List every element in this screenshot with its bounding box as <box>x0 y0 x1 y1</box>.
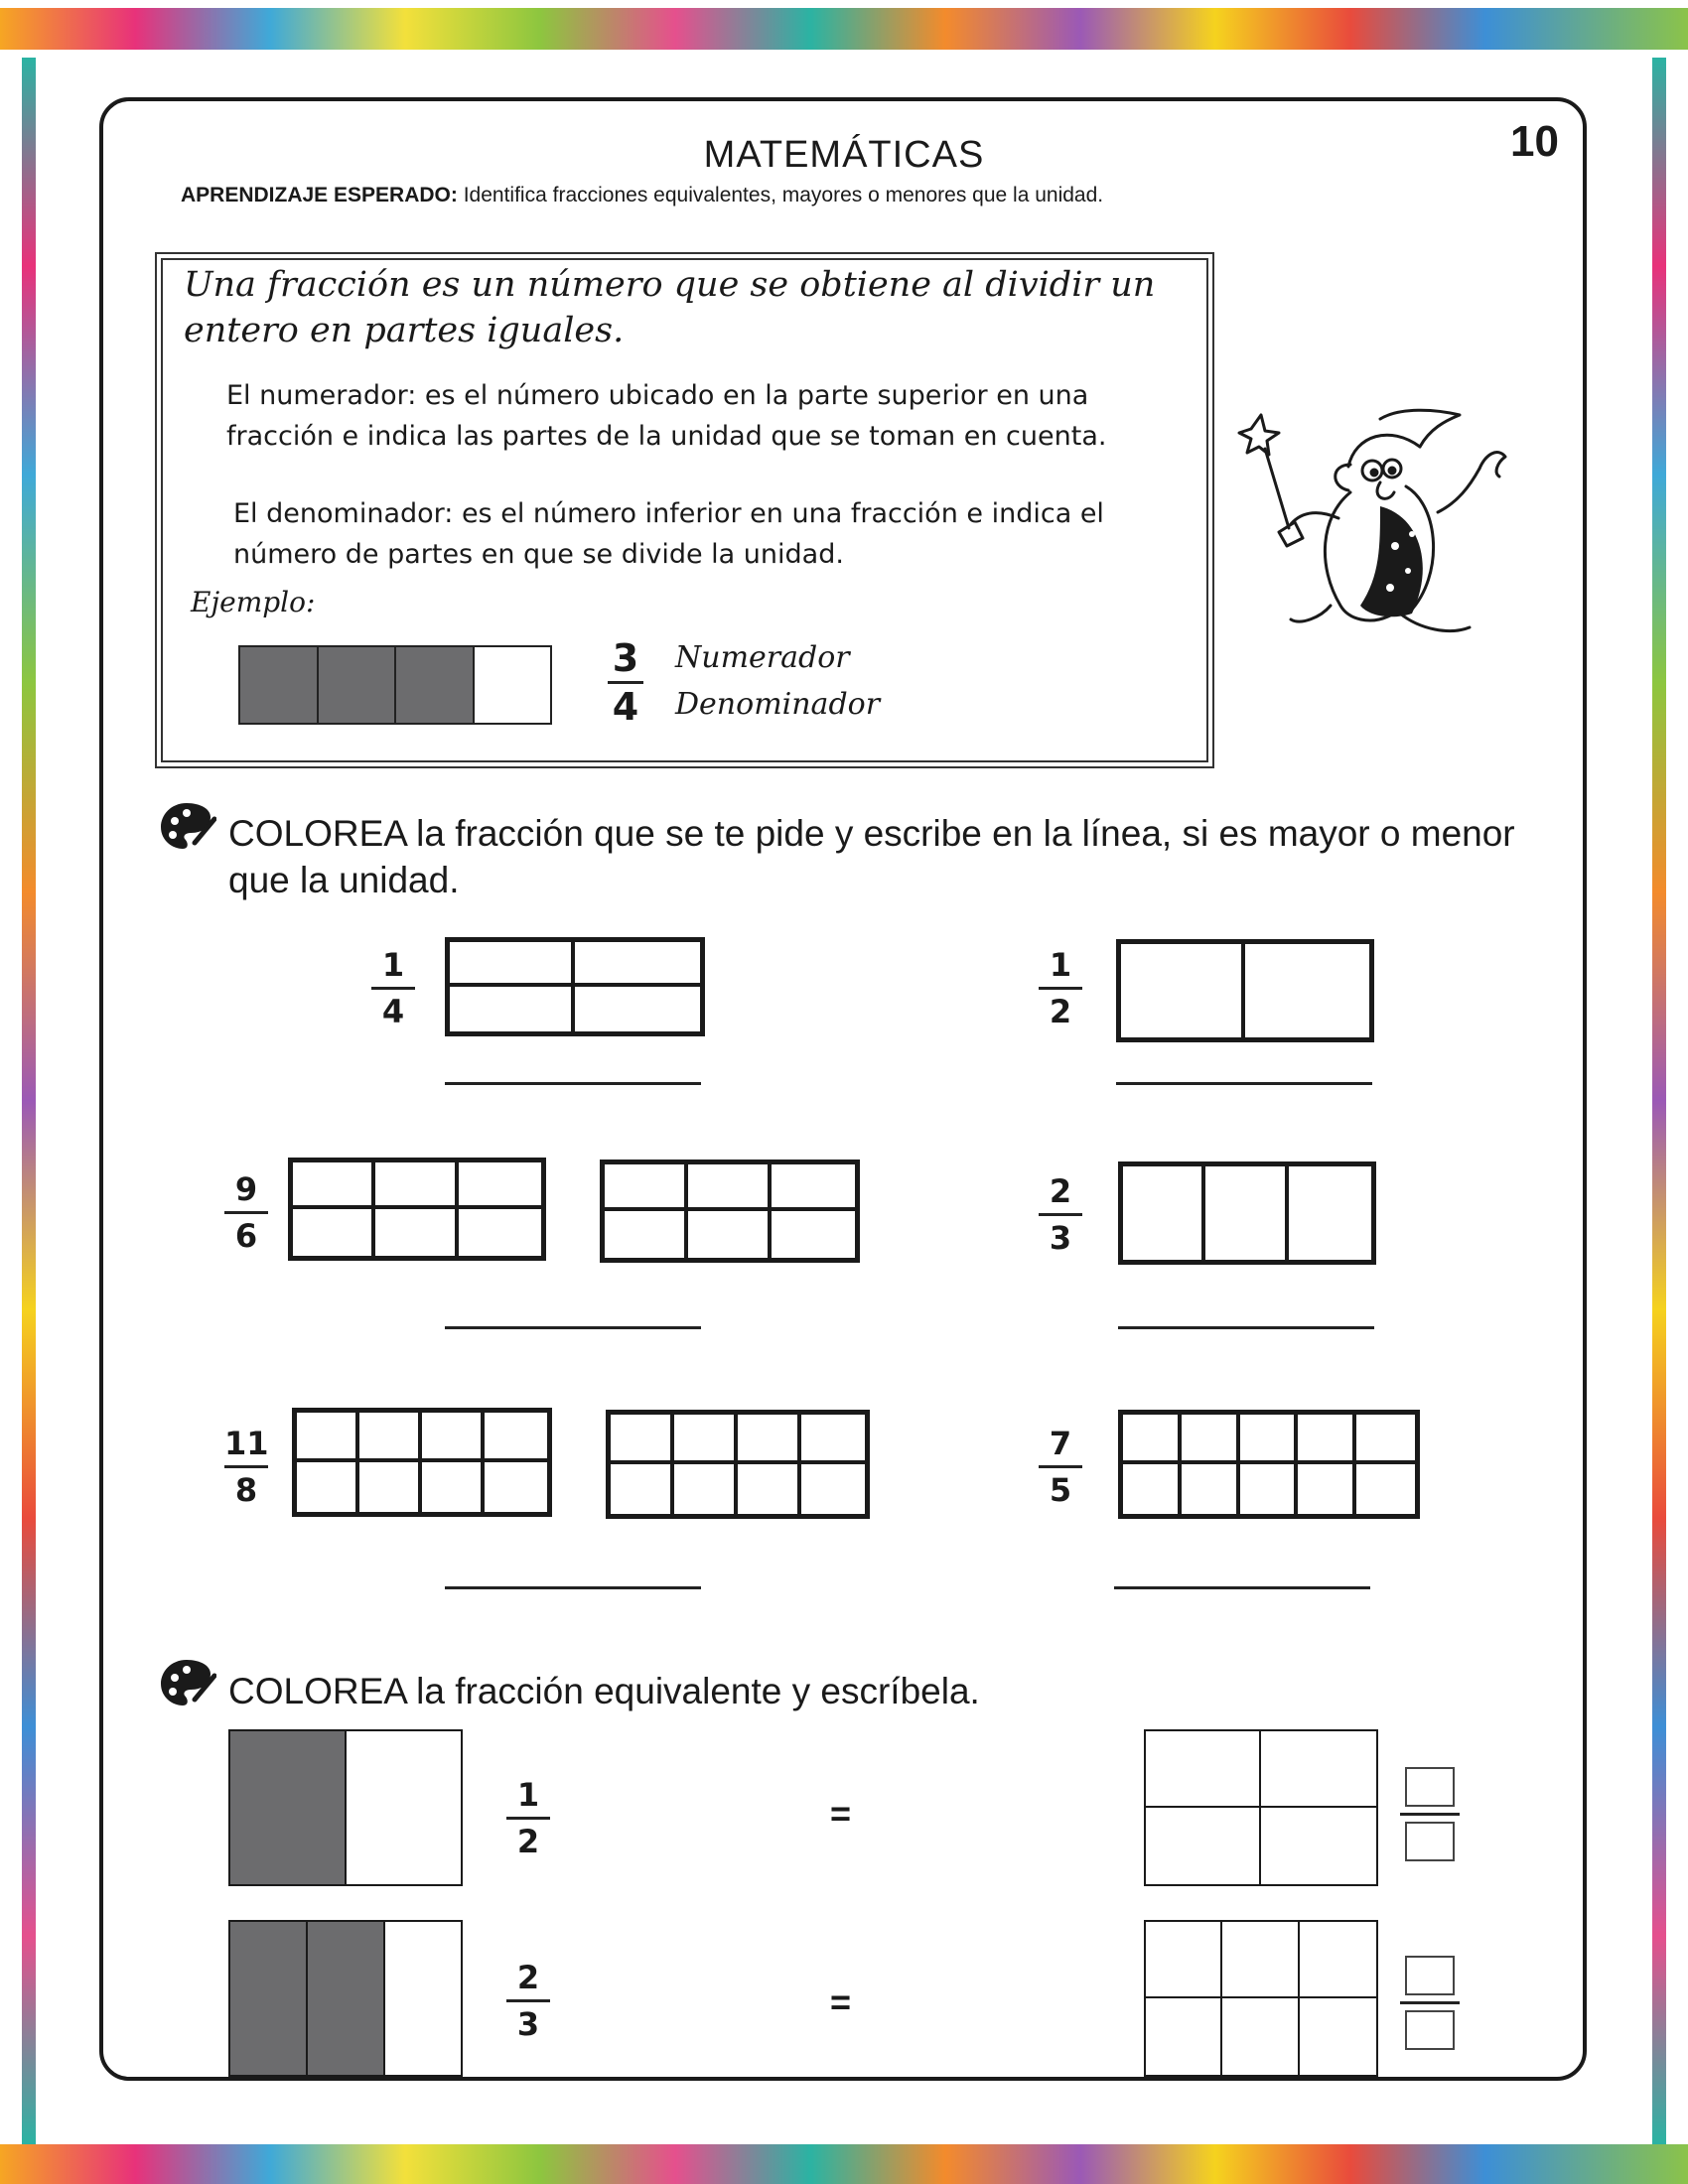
fraction-1-2-source <box>506 1773 550 1863</box>
grid-cell[interactable] <box>1240 1464 1299 1514</box>
color-grid-9-6-b[interactable] <box>600 1160 860 1263</box>
fraction-9-6 <box>224 1167 268 1258</box>
grid-cell[interactable] <box>422 1462 485 1512</box>
bar-part-filled <box>308 1922 385 2075</box>
grid-cell[interactable] <box>674 1464 738 1514</box>
denominator: 2 <box>516 1823 540 1860</box>
grid-cell[interactable] <box>1298 1464 1356 1514</box>
pencil-border-top <box>0 0 1688 58</box>
denominator-definition: El denominador: es el número inferior en una fracción e indica el número de partes en que se divide la unidad. <box>233 498 1104 570</box>
grid-cell[interactable] <box>450 942 575 987</box>
fraction-11-8 <box>224 1422 268 1512</box>
answer-numerator-box[interactable] <box>1405 1767 1455 1807</box>
denominator: 4 <box>381 993 405 1030</box>
equals-sign: = <box>830 1793 852 1834</box>
grid-cell[interactable] <box>359 1413 422 1462</box>
bar-part-filled <box>230 1731 347 1884</box>
color-grid-1-4[interactable] <box>445 937 705 1036</box>
numerator: 9 <box>224 1167 268 1214</box>
grid-cell[interactable] <box>1261 1808 1376 1884</box>
grid-cell[interactable] <box>293 1162 375 1209</box>
equivalent-source-1-2 <box>228 1729 463 1886</box>
learning-objective <box>181 184 1103 207</box>
fraction-bar <box>1400 1813 1460 1816</box>
grid-cell[interactable] <box>1289 1166 1371 1260</box>
grid-cell[interactable] <box>611 1415 674 1464</box>
grid-cell[interactable] <box>801 1464 865 1514</box>
grid-cell[interactable] <box>1123 1166 1205 1260</box>
answer-numerator-box[interactable] <box>1405 1956 1455 1995</box>
grid-cell[interactable] <box>1146 1922 1222 1998</box>
equivalent-source-2-3 <box>228 1920 463 2077</box>
page-number: 10 <box>1510 117 1559 166</box>
grid-cell[interactable] <box>1300 1998 1376 2075</box>
grid-cell[interactable] <box>459 1209 541 1256</box>
bar-part-filled <box>319 647 397 723</box>
grid-cell[interactable] <box>1205 1166 1288 1260</box>
color-grid-2-3[interactable] <box>1118 1161 1376 1265</box>
page-title: MATEMÁTICAS <box>703 134 985 176</box>
denominator: 3 <box>516 2005 540 2043</box>
denominator: 2 <box>1049 993 1072 1030</box>
numerator-label: Numerador <box>675 640 850 675</box>
answer-line[interactable] <box>445 1326 701 1329</box>
grid-cell[interactable] <box>772 1164 855 1211</box>
color-grid-9-6-a[interactable] <box>288 1158 546 1261</box>
denominator: 5 <box>1049 1471 1072 1509</box>
answer-denominator-box[interactable] <box>1405 2010 1455 2050</box>
grid-cell[interactable] <box>1240 1415 1299 1464</box>
denominator: 6 <box>234 1217 258 1255</box>
answer-line[interactable] <box>1114 1586 1370 1589</box>
numerator-definition: El numerador: es el número ubicado en la parte superior en una fracción e indica las partes de la unidad que se toman en cuenta. <box>226 380 1107 452</box>
grid-cell[interactable] <box>738 1464 801 1514</box>
example-denominator: 4 <box>612 685 639 729</box>
pencil-border-right <box>1652 58 1666 2144</box>
color-grid-11-8-b[interactable] <box>606 1410 870 1519</box>
grid-cell[interactable] <box>738 1415 801 1464</box>
learning-text: Identifica fracciones equivalentes, mayores o menores que la unidad. <box>457 184 1104 206</box>
numerator: 1 <box>506 1773 550 1820</box>
fraction-1-4 <box>371 943 415 1033</box>
grid-cell[interactable] <box>359 1462 422 1512</box>
grid-cell[interactable] <box>1123 1464 1182 1514</box>
grid-cell[interactable] <box>1298 1415 1356 1464</box>
grid-cell[interactable] <box>1222 1922 1299 1998</box>
answer-denominator-box[interactable] <box>1405 1822 1455 1861</box>
denominator: 3 <box>1049 1219 1072 1257</box>
numerator: 11 <box>224 1422 268 1468</box>
grid-cell[interactable] <box>1356 1464 1415 1514</box>
bar-part-filled <box>396 647 475 723</box>
answer-line[interactable] <box>445 1082 701 1085</box>
grid-cell[interactable] <box>688 1164 772 1211</box>
equivalent-target-grid-2[interactable] <box>1144 1920 1378 2077</box>
grid-cell[interactable] <box>1356 1415 1415 1464</box>
pencil-border-bottom <box>0 2144 1688 2184</box>
fraction-1-2 <box>1039 943 1082 1033</box>
color-grid-1-2[interactable] <box>1116 939 1374 1042</box>
grid-cell[interactable] <box>605 1211 688 1258</box>
bar-part-empty <box>385 1922 461 2075</box>
grid-cell[interactable] <box>422 1413 485 1462</box>
grid-cell[interactable] <box>688 1211 772 1258</box>
fraction-2-3-source <box>506 1956 550 2046</box>
color-grid-11-8-a[interactable] <box>292 1408 552 1517</box>
grid-cell[interactable] <box>575 942 700 987</box>
fraction-7-5 <box>1039 1422 1082 1512</box>
grid-cell[interactable] <box>450 987 575 1031</box>
example-numerator: 3 <box>608 635 643 684</box>
grid-cell[interactable] <box>1146 1808 1261 1884</box>
fraction-2-3 <box>1039 1169 1082 1260</box>
grid-cell[interactable] <box>485 1462 547 1512</box>
grid-cell[interactable] <box>459 1162 541 1209</box>
grid-cell[interactable] <box>1123 1415 1182 1464</box>
answer-fraction-2[interactable] <box>1400 1956 1460 2050</box>
grid-cell[interactable] <box>772 1211 855 1258</box>
grid-cell[interactable] <box>1222 1998 1299 2075</box>
grid-cell[interactable] <box>575 987 700 1031</box>
grid-cell[interactable] <box>1182 1464 1240 1514</box>
grid-cell[interactable] <box>297 1413 359 1462</box>
palette-icon <box>159 799 216 853</box>
grid-cell[interactable] <box>1300 1922 1376 1998</box>
grid-cell[interactable] <box>1182 1415 1240 1464</box>
grid-cell[interactable] <box>1261 1731 1376 1808</box>
answer-fraction-1[interactable] <box>1400 1767 1460 1861</box>
grid-cell[interactable] <box>1146 1731 1261 1808</box>
answer-line[interactable] <box>1116 1082 1372 1085</box>
denominator: 8 <box>234 1471 258 1509</box>
numerator: 2 <box>1039 1169 1082 1216</box>
equals-sign: = <box>830 1981 852 2022</box>
example-label: Ejemplo: <box>191 586 316 618</box>
answer-line[interactable] <box>1118 1326 1374 1329</box>
exercise2-instruction: COLOREA la fracción equivalente y escríbela. <box>228 1671 980 1711</box>
grid-cell[interactable] <box>293 1209 375 1256</box>
denominator-label: Denominador <box>675 687 881 722</box>
grid-cell[interactable] <box>1146 1998 1222 2075</box>
numerator: 7 <box>1039 1422 1082 1468</box>
wizard-illustration <box>1231 407 1519 645</box>
grid-cell[interactable] <box>375 1209 458 1256</box>
numerator: 1 <box>371 943 415 990</box>
palette-icon <box>159 1656 216 1709</box>
grid-cell[interactable] <box>605 1164 688 1211</box>
example-fraction <box>608 635 643 730</box>
grid-cell[interactable] <box>1245 944 1369 1037</box>
example-fraction-bar <box>238 645 552 725</box>
grid-cell[interactable] <box>1121 944 1245 1037</box>
grid-cell[interactable] <box>674 1415 738 1464</box>
equivalent-target-grid-1[interactable] <box>1144 1729 1378 1886</box>
learning-label: APRENDIZAJE ESPERADO: <box>181 184 458 206</box>
bar-part-empty <box>475 647 551 723</box>
definition-title: Una fracción es un número que se obtiene al dividir un entero en partes iguales. <box>184 265 1156 350</box>
bar-part-empty <box>347 1731 461 1884</box>
bar-part-filled <box>230 1922 308 2075</box>
grid-cell[interactable] <box>485 1413 547 1462</box>
exercise1-instruction: COLOREA la fracción que se te pide y escribe en la línea, si es mayor o menor que la unidad. <box>228 813 1515 900</box>
grid-cell[interactable] <box>375 1162 458 1209</box>
bar-part-filled <box>240 647 319 723</box>
numerator: 2 <box>506 1956 550 2002</box>
answer-line[interactable] <box>445 1586 701 1589</box>
pencil-border-left <box>22 58 36 2144</box>
fraction-bar <box>1400 2001 1460 2004</box>
color-grid-7-5[interactable] <box>1118 1410 1420 1519</box>
grid-cell[interactable] <box>801 1415 865 1464</box>
grid-cell[interactable] <box>611 1464 674 1514</box>
grid-cell[interactable] <box>297 1462 359 1512</box>
numerator: 1 <box>1039 943 1082 990</box>
